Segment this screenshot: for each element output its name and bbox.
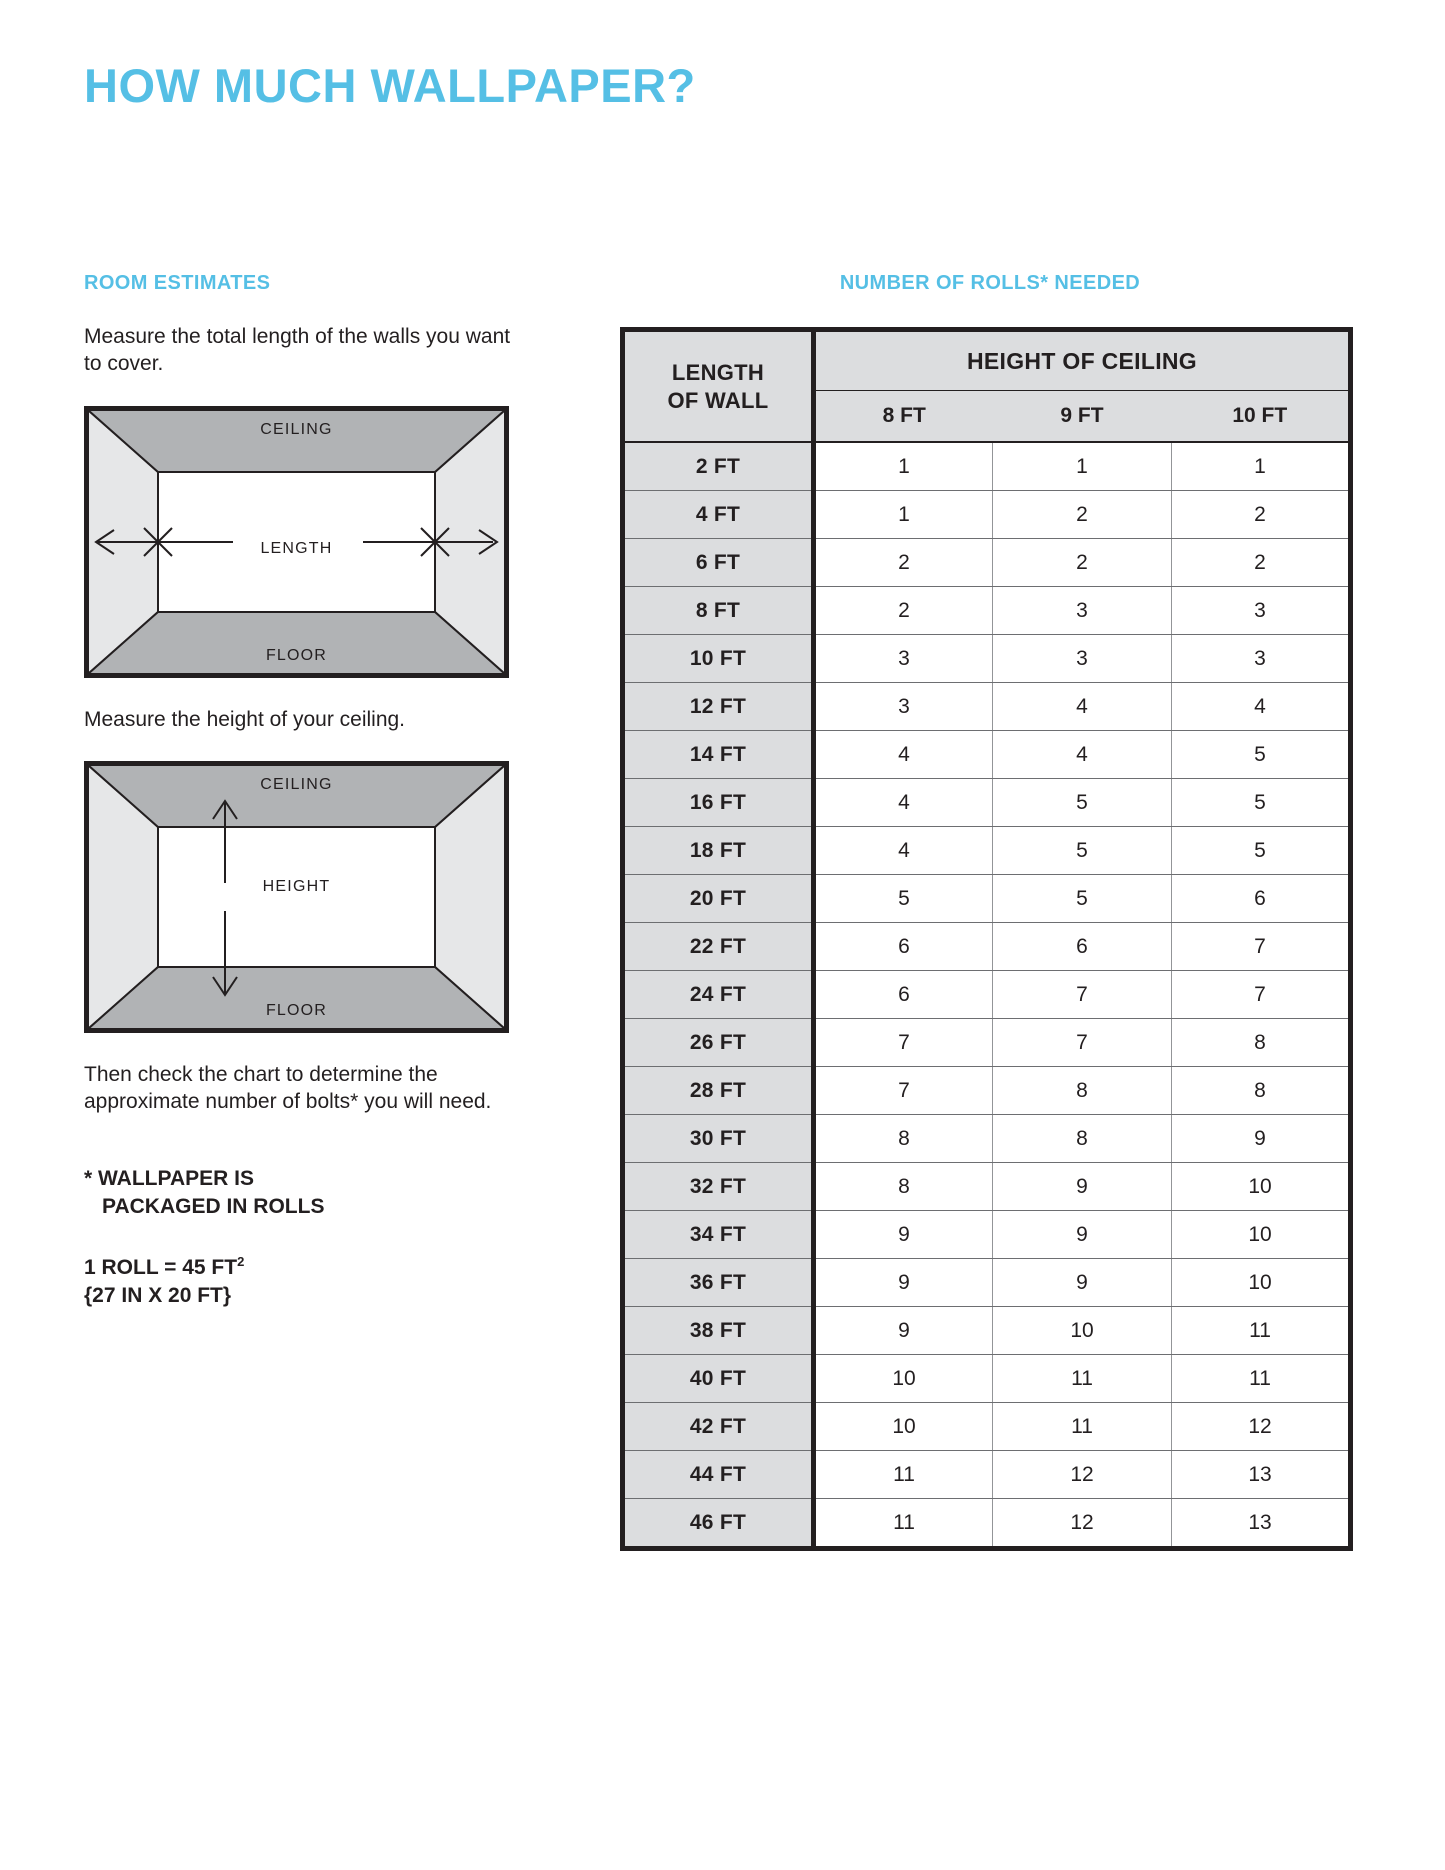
cell-9ft: 2: [993, 539, 1172, 587]
cell-9ft: 2: [993, 491, 1172, 539]
row-length-label: 42 FT: [623, 1403, 814, 1451]
table-row: [623, 587, 1351, 635]
cell-8ft: 7: [814, 1067, 993, 1115]
row-length-label: 18 FT: [623, 827, 814, 875]
table-body: [623, 442, 1351, 1549]
header-ceiling-10ft: 10 FT: [1172, 391, 1351, 443]
table-row: [623, 1163, 1351, 1211]
cell-9ft: 5: [993, 827, 1172, 875]
cell-8ft: 1: [814, 442, 993, 491]
cell-10ft: 5: [1172, 779, 1351, 827]
table-row: [623, 875, 1351, 923]
cell-9ft: 4: [993, 683, 1172, 731]
cell-10ft: 4: [1172, 683, 1351, 731]
cell-8ft: 10: [814, 1403, 993, 1451]
cell-9ft: 6: [993, 923, 1172, 971]
cell-8ft: 4: [814, 827, 993, 875]
table-row: [623, 1259, 1351, 1307]
cell-10ft: 13: [1172, 1499, 1351, 1549]
cell-9ft: 10: [993, 1307, 1172, 1355]
cell-8ft: 7: [814, 1019, 993, 1067]
row-length-label: 28 FT: [623, 1067, 814, 1115]
room-diagram-height-ceiling-label: CEILING: [260, 775, 333, 793]
row-length-label: 12 FT: [623, 683, 814, 731]
table-row: [623, 539, 1351, 587]
table-row: [623, 1307, 1351, 1355]
row-length-label: 44 FT: [623, 1451, 814, 1499]
table-row: [623, 491, 1351, 539]
row-length-label: 14 FT: [623, 731, 814, 779]
row-length-label: 36 FT: [623, 1259, 814, 1307]
room-diagram-height-measure-label: HEIGHT: [262, 877, 331, 895]
row-length-label: 20 FT: [623, 875, 814, 923]
section-heading-room-estimates: ROOM ESTIMATES: [84, 272, 271, 294]
row-length-label: 10 FT: [623, 635, 814, 683]
cell-9ft: 9: [993, 1259, 1172, 1307]
table-row: [623, 1019, 1351, 1067]
roll-size-line-1-text: 1 ROLL = 45 FT: [84, 1255, 238, 1279]
cell-10ft: 8: [1172, 1019, 1351, 1067]
room-diagram-length: [84, 406, 509, 678]
section-heading-rolls-needed: NUMBER OF ROLLS* NEEDED: [839, 272, 1141, 294]
cell-8ft: 3: [814, 683, 993, 731]
row-length-label: 32 FT: [623, 1163, 814, 1211]
row-length-label: 26 FT: [623, 1019, 814, 1067]
cell-9ft: 8: [993, 1067, 1172, 1115]
cell-9ft: 4: [993, 731, 1172, 779]
row-length-label: 4 FT: [623, 491, 814, 539]
footnote-line-2: PACKAGED IN ROLLS: [102, 1195, 325, 1219]
row-length-label: 16 FT: [623, 779, 814, 827]
table-row: [623, 1451, 1351, 1499]
cell-9ft: 12: [993, 1499, 1172, 1549]
header-length-of-wall: [623, 330, 814, 443]
cell-10ft: 5: [1172, 731, 1351, 779]
room-diagram-length-floor-label: FLOOR: [265, 646, 328, 664]
cell-8ft: 2: [814, 539, 993, 587]
table-row: [623, 779, 1351, 827]
cell-8ft: 9: [814, 1211, 993, 1259]
cell-10ft: 11: [1172, 1355, 1351, 1403]
room-diagram-length-measure-label: LENGTH: [260, 539, 333, 557]
cell-10ft: 7: [1172, 923, 1351, 971]
cell-9ft: 3: [993, 587, 1172, 635]
cell-10ft: 3: [1172, 587, 1351, 635]
cell-8ft: 9: [814, 1259, 993, 1307]
cell-8ft: 4: [814, 779, 993, 827]
header-ceiling-8ft: 8 FT: [814, 391, 993, 443]
cell-10ft: 2: [1172, 491, 1351, 539]
rolls-needed-table: [620, 327, 1353, 1551]
table-row: [623, 1355, 1351, 1403]
footnote-line-1: * WALLPAPER IS: [84, 1167, 254, 1191]
table-row: [623, 1211, 1351, 1259]
cell-8ft: 1: [814, 491, 993, 539]
instruction-measure-length: Measure the total length of the walls you want to cover.: [84, 325, 511, 376]
instruction-check-chart: Then check the chart to determine the approximate number of bolts* you will need.: [84, 1062, 492, 1114]
cell-8ft: 10: [814, 1355, 993, 1403]
cell-8ft: 6: [814, 923, 993, 971]
cell-8ft: 11: [814, 1499, 993, 1549]
room-diagram-height: [84, 761, 509, 1033]
row-length-label: 2 FT: [623, 442, 814, 491]
cell-9ft: 1: [993, 442, 1172, 491]
row-length-label: 34 FT: [623, 1211, 814, 1259]
table-row: [623, 923, 1351, 971]
table-row: [623, 1067, 1351, 1115]
header-length-of-wall-line2: OF WALL: [667, 387, 769, 413]
cell-9ft: 9: [993, 1211, 1172, 1259]
cell-8ft: 5: [814, 875, 993, 923]
instruction-measure-height: Measure the height of your ceiling.: [84, 707, 406, 731]
cell-8ft: 6: [814, 971, 993, 1019]
cell-9ft: 7: [993, 1019, 1172, 1067]
room-diagram-height-graphic: [88, 765, 505, 1029]
cell-10ft: 10: [1172, 1259, 1351, 1307]
cell-9ft: 9: [993, 1163, 1172, 1211]
room-diagram-height-floor-label: FLOOR: [265, 1001, 328, 1019]
cell-8ft: 2: [814, 587, 993, 635]
cell-10ft: 1: [1172, 442, 1351, 491]
table-row: [623, 827, 1351, 875]
footnote-wallpaper-packaging: [84, 1165, 514, 1220]
table-row: [623, 683, 1351, 731]
row-length-label: 8 FT: [623, 587, 814, 635]
cell-10ft: 10: [1172, 1163, 1351, 1211]
page-title: HOW MUCH WALLPAPER?: [84, 59, 696, 112]
table-row: [623, 731, 1351, 779]
cell-8ft: 8: [814, 1115, 993, 1163]
header-height-of-ceiling: HEIGHT OF CEILING: [814, 330, 1351, 391]
cell-8ft: 4: [814, 731, 993, 779]
table-row: [623, 1115, 1351, 1163]
cell-9ft: 5: [993, 875, 1172, 923]
cell-8ft: 3: [814, 635, 993, 683]
cell-10ft: 5: [1172, 827, 1351, 875]
header-length-of-wall-line1: LENGTH: [671, 360, 765, 385]
cell-9ft: 11: [993, 1355, 1172, 1403]
row-length-label: 22 FT: [623, 923, 814, 971]
table-row: [623, 1403, 1351, 1451]
row-length-label: 24 FT: [623, 971, 814, 1019]
cell-10ft: 11: [1172, 1307, 1351, 1355]
row-length-label: 46 FT: [623, 1499, 814, 1549]
table-header-row-group: [623, 330, 1351, 391]
cell-10ft: 9: [1172, 1115, 1351, 1163]
cell-9ft: 11: [993, 1403, 1172, 1451]
cell-8ft: 11: [814, 1451, 993, 1499]
row-length-label: 30 FT: [623, 1115, 814, 1163]
table-row: [623, 971, 1351, 1019]
cell-10ft: 7: [1172, 971, 1351, 1019]
table-row: [623, 442, 1351, 491]
cell-8ft: 9: [814, 1307, 993, 1355]
table-header: [623, 330, 1351, 443]
rolls-table-column: [620, 272, 1360, 1551]
cell-10ft: 2: [1172, 539, 1351, 587]
room-diagram-length-ceiling-label: CEILING: [260, 420, 333, 438]
roll-size-line-2: {27 IN X 20 FT}: [84, 1284, 232, 1308]
table-row: [623, 1499, 1351, 1549]
cell-9ft: 7: [993, 971, 1172, 1019]
cell-10ft: 13: [1172, 1451, 1351, 1499]
cell-9ft: 8: [993, 1115, 1172, 1163]
table-row: [623, 635, 1351, 683]
cell-8ft: 8: [814, 1163, 993, 1211]
roll-size-note: [84, 1253, 514, 1311]
cell-10ft: 3: [1172, 635, 1351, 683]
roll-size-superscript: 2: [237, 1253, 245, 1269]
row-length-label: 40 FT: [623, 1355, 814, 1403]
cell-9ft: 12: [993, 1451, 1172, 1499]
cell-10ft: 8: [1172, 1067, 1351, 1115]
row-length-label: 6 FT: [623, 539, 814, 587]
cell-10ft: 10: [1172, 1211, 1351, 1259]
cell-9ft: 5: [993, 779, 1172, 827]
roll-size-line-1: [84, 1253, 245, 1279]
row-length-label: 38 FT: [623, 1307, 814, 1355]
cell-10ft: 12: [1172, 1403, 1351, 1451]
room-estimates-column: [84, 272, 514, 1311]
header-ceiling-9ft: 9 FT: [993, 391, 1172, 443]
cell-9ft: 3: [993, 635, 1172, 683]
cell-10ft: 6: [1172, 875, 1351, 923]
